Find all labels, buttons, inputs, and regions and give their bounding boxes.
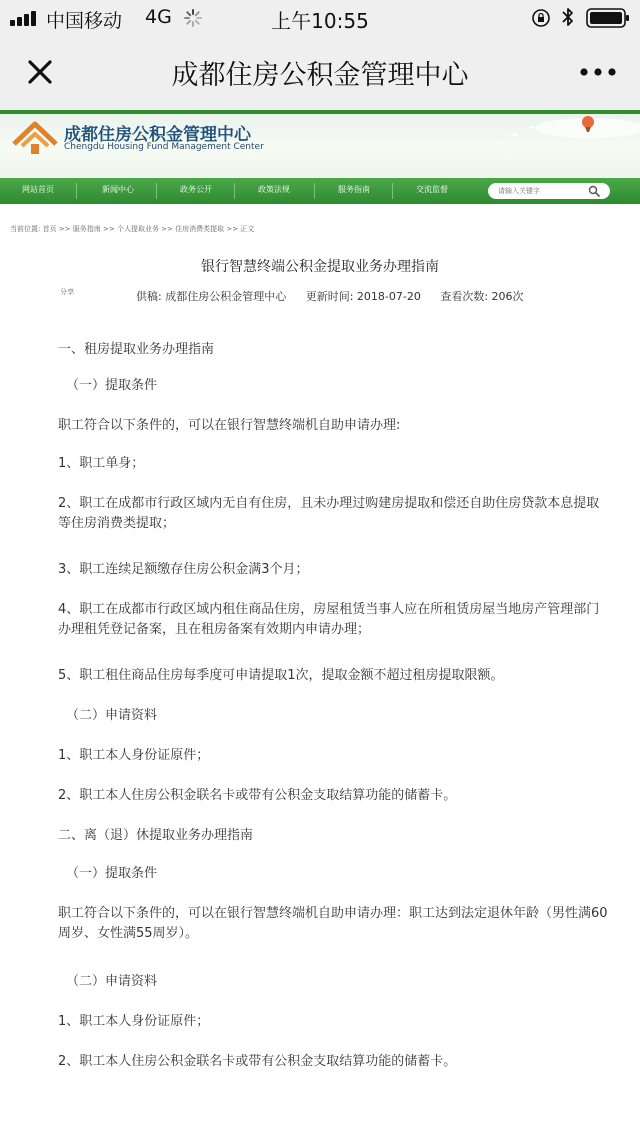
carrier-name: 中国移动	[46, 10, 123, 32]
article-paragraph: 2、职工本人住房公积金联名卡或带有公积金支取结算功能的储蓄卡。	[58, 1054, 457, 1069]
site-title: 成都住房公积金管理中心	[64, 125, 251, 145]
close-icon[interactable]	[22, 54, 58, 90]
logo-house-icon	[12, 120, 58, 160]
article-paragraph: 1、职工本人身份证原件；	[58, 1014, 210, 1029]
rotation-lock-icon	[531, 8, 551, 28]
article-paragraph: 2、职工本人住房公积金联名卡或带有公积金支取结算功能的储蓄卡。	[58, 788, 457, 803]
network-type: 4G	[145, 6, 172, 28]
status-time: 上午10:55	[271, 9, 369, 33]
subsection-heading: （二）申请资料	[66, 974, 158, 989]
article-paragraph: 3、职工连续足额缴存住房公积金满3个月；	[58, 562, 309, 577]
article-paragraph: 1、职工本人身份证原件；	[58, 748, 210, 763]
menu-item-news[interactable]: 新闻中心	[102, 185, 134, 194]
subsection-heading: （一）提取条件	[66, 378, 158, 393]
menu-item-service[interactable]: 服务指南	[338, 185, 370, 194]
search-input[interactable]	[498, 184, 584, 198]
article-paragraph: 1、职工单身；	[58, 456, 145, 471]
status-bar	[0, 0, 640, 34]
subsection-heading: （一）提取条件	[66, 866, 158, 881]
section-heading: 一、租房提取业务办理指南	[58, 342, 215, 357]
article-title: 银行智慧终端公积金提取业务办理指南	[201, 259, 439, 275]
article-paragraph: 职工符合以下条件的，可以在银行智慧终端机自助申请办理:	[58, 418, 401, 433]
nav-title: 成都住房公积金管理中心	[171, 60, 469, 91]
menu-item-feedback[interactable]: 交流监督	[416, 185, 448, 194]
menu-item-government[interactable]: 政务公开	[180, 185, 212, 194]
site-header	[0, 110, 640, 178]
article-paragraph: 2、职工在成都市行政区域内无自有住房，且未办理过购建房提取和偿还自助住房贷款本息提取等住房消费类提取；	[58, 496, 600, 531]
site-search[interactable]	[488, 183, 610, 199]
site-subtitle: Chengdu Housing Fund Management Center	[64, 142, 264, 152]
battery-icon	[586, 8, 630, 28]
breadcrumb: 当前位置: 首页 >> 服务指南 >> 个人提取业务 >> 住房消费类提取 >> 正文	[10, 225, 255, 233]
spinner-icon	[183, 8, 203, 28]
subsection-heading: （二）申请资料	[66, 708, 158, 723]
article-source: 供稿: 成都住房公积金管理中心	[136, 290, 287, 303]
nav-bar	[0, 34, 640, 110]
share-button[interactable]: 分享	[60, 288, 74, 296]
search-icon[interactable]	[588, 185, 600, 197]
site-menu	[0, 178, 640, 204]
section-heading: 二、离（退）休提取业务办理指南	[58, 828, 254, 843]
bluetooth-icon	[561, 6, 575, 28]
article-paragraph: 4、职工在成都市行政区域内租住商品住房，房屋租赁当事人应在所租赁房屋当地房产管理部门办理租凭登记备案，且在租房备案有效期内申请办理；	[58, 602, 600, 637]
menu-item-policy[interactable]: 政策法规	[258, 185, 290, 194]
more-icon[interactable]	[578, 62, 618, 82]
article-views: 查看次数: 206次	[440, 290, 524, 303]
article-paragraph: 职工符合以下条件的，可以在银行智慧终端机自助申请办理：职工达到法定退休年龄（男性满60周岁、女性满55周岁）。	[58, 906, 608, 941]
decorative-balloon-birds-icon	[470, 114, 640, 178]
menu-item-home[interactable]: 网站首页	[22, 185, 54, 194]
article-updated: 更新时间: 2018-07-20	[305, 290, 421, 303]
article-meta	[136, 288, 540, 304]
signal-icon	[10, 10, 40, 26]
article-paragraph: 5、职工租住商品住房每季度可申请提取1次，提取金额不超过租房提取限额。	[58, 668, 504, 683]
